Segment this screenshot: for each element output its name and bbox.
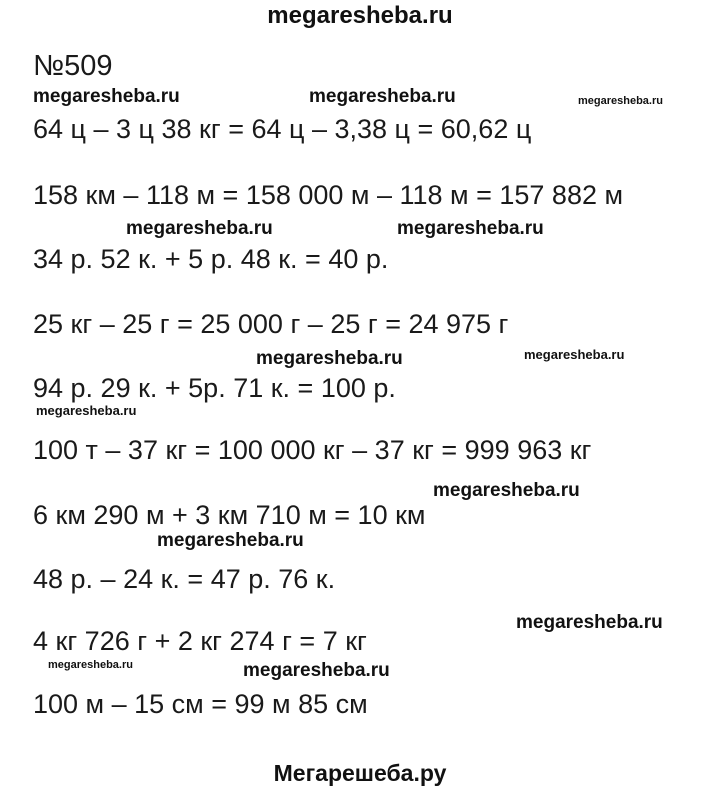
watermark: megaresheba.ru — [578, 95, 663, 107]
watermark: megaresheba.ru — [36, 403, 137, 418]
watermark: megaresheba.ru — [309, 86, 456, 107]
solution-line: 25 кг – 25 г = 25 000 г – 25 г = 24 975 г — [33, 309, 509, 339]
watermark: megaresheba.ru — [516, 612, 663, 633]
solution-line: 4 кг 726 г + 2 кг 274 г = 7 кг — [33, 626, 367, 656]
solution-line: 6 км 290 м + 3 км 710 м = 10 км — [33, 500, 426, 530]
solution-line: 94 р. 29 к. + 5р. 71 к. = 100 р. — [33, 373, 396, 403]
solution-line: 34 р. 52 к. + 5 р. 48 к. = 40 р. — [33, 244, 389, 274]
watermark: megaresheba.ru — [524, 347, 625, 362]
watermark: megaresheba.ru — [256, 348, 403, 369]
watermark: megaresheba.ru — [33, 86, 180, 107]
watermark: megaresheba.ru — [48, 659, 133, 671]
solution-line: 158 км – 118 м = 158 000 м – 118 м = 157 882 м — [33, 180, 624, 210]
solution-line: 64 ц – 3 ц 38 кг = 64 ц – 3,38 ц = 60,62 ц — [33, 114, 532, 144]
watermark: megaresheba.ru — [243, 660, 390, 681]
problem-number: №509 — [33, 50, 113, 82]
site-header: megaresheba.ru — [267, 2, 453, 29]
watermark: megaresheba.ru — [397, 218, 544, 239]
watermark: megaresheba.ru — [126, 218, 273, 239]
solution-line: 100 т – 37 кг = 100 000 кг – 37 кг = 999 963 кг — [33, 435, 592, 465]
watermark: megaresheba.ru — [157, 530, 304, 551]
site-footer: Мегарешеба.ру — [273, 760, 447, 786]
solution-line: 48 р. – 24 к. = 47 р. 76 к. — [33, 564, 336, 594]
solution-line: 100 м – 15 см = 99 м 85 см — [33, 689, 368, 719]
watermark: megaresheba.ru — [433, 480, 580, 501]
